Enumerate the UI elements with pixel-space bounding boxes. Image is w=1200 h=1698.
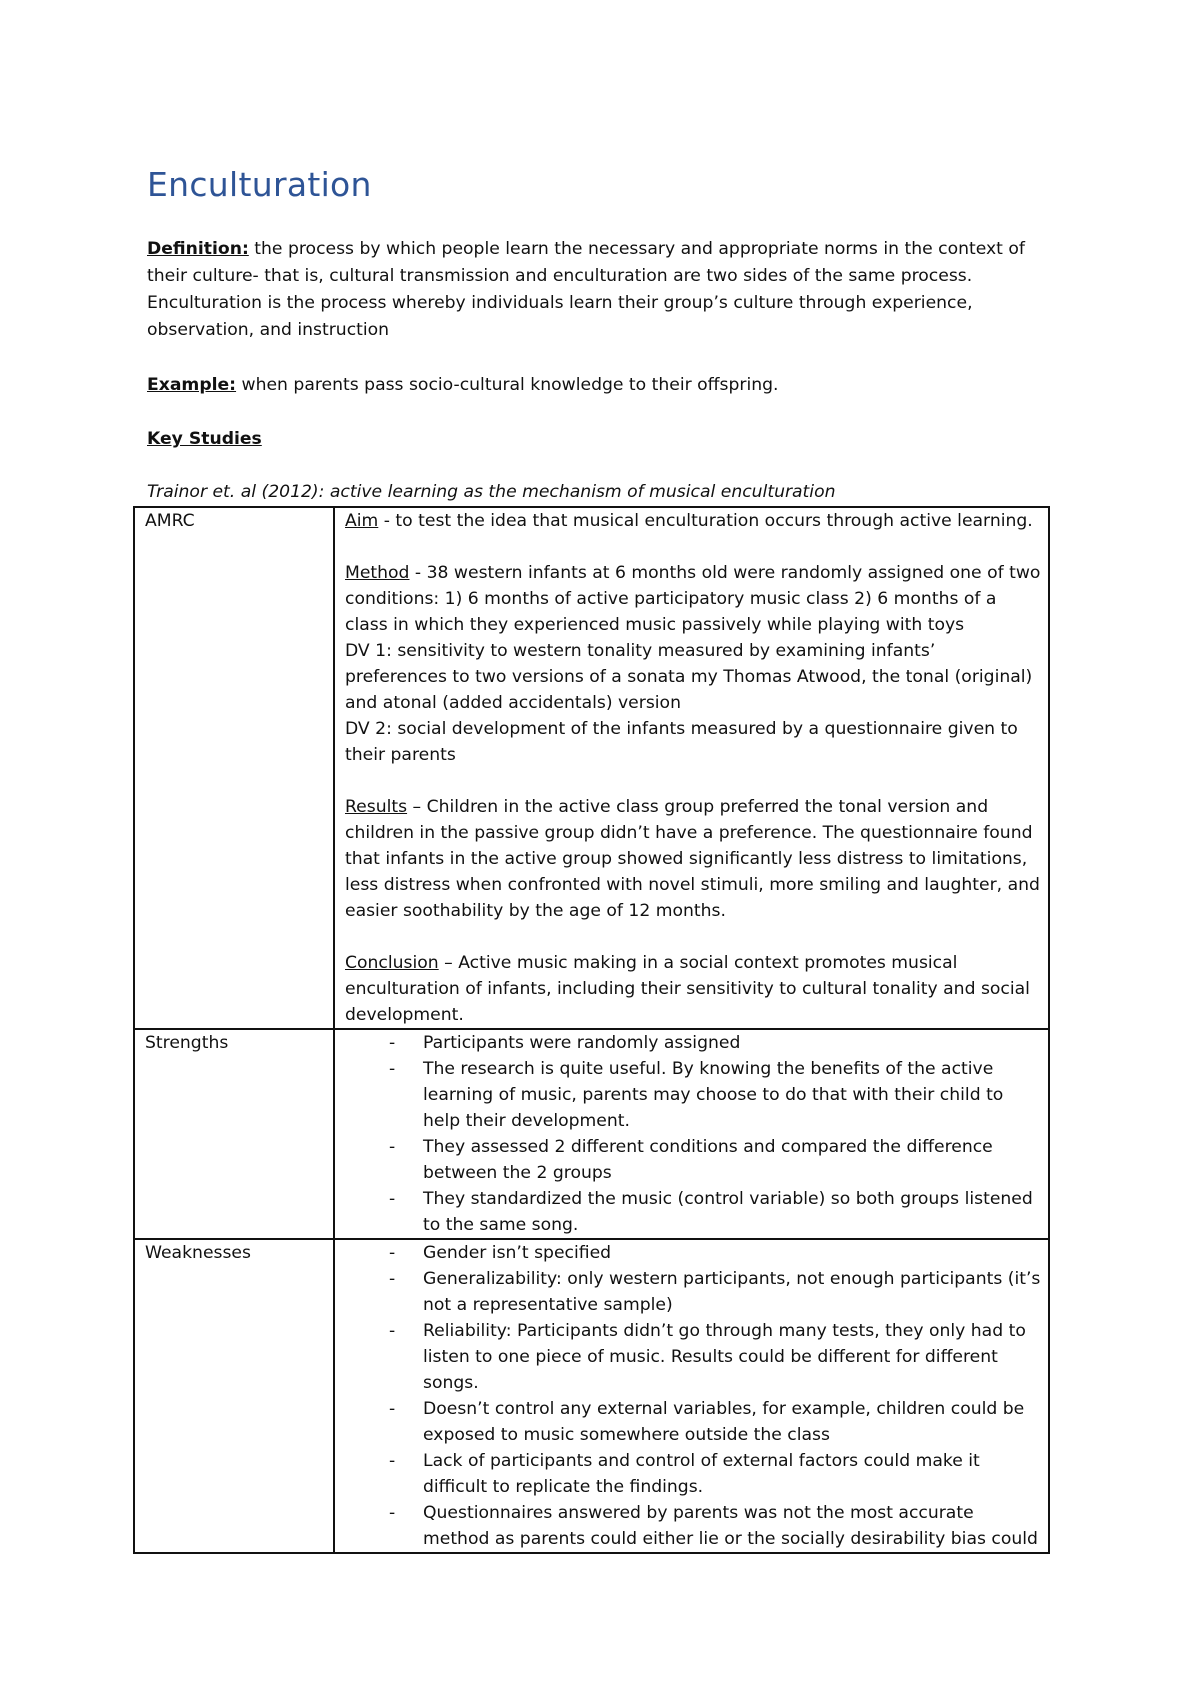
example-label: Example: bbox=[147, 375, 237, 395]
row-label-amrc: AMRC bbox=[134, 507, 334, 1029]
table-row-weaknesses bbox=[134, 1239, 1049, 1553]
example-text: when parents pass socio-cultural knowledge to their offspring. bbox=[236, 375, 779, 395]
list-item: - Questionnaires answered by parents was not the most accurate method as parents could either lie or the socially desirability bias could bbox=[423, 1500, 1042, 1552]
method-paragraph bbox=[345, 560, 1042, 638]
results-paragraph bbox=[345, 794, 1042, 924]
conclusion-paragraph bbox=[345, 950, 1042, 1028]
method-text: - 38 western infants at 6 months old were randomly assigned one of two conditions: 1) 6 months of active participatory music class 2) 6 months of a class in which they experienced music passively while playing with toys bbox=[345, 563, 1041, 635]
aim-label: Aim bbox=[345, 511, 379, 531]
list-item: - Lack of participants and control of external factors could make it difficult to replicate the findings. bbox=[423, 1448, 1042, 1500]
definition-paragraph bbox=[147, 236, 1067, 344]
list-item: - Gender isn’t specified bbox=[423, 1240, 1042, 1266]
table-row-amrc bbox=[134, 507, 1049, 1029]
strengths-content bbox=[334, 1029, 1049, 1239]
row-label-weaknesses: Weaknesses bbox=[134, 1239, 334, 1553]
definition-text: the process by which people learn the necessary and appropriate norms in the context of their culture- that is, cultural transmission and enculturation are two sides of the same process. Enculturation is the process whereby individuals learn their group’s culture through experience, observation, and instruction bbox=[147, 239, 1025, 340]
study-title: Trainor et. al (2012): active learning as the mechanism of musical enculturation bbox=[147, 482, 836, 502]
list-item: - Participants were randomly assigned bbox=[423, 1030, 1042, 1056]
dv1-paragraph: DV 1: sensitivity to western tonality measured by examining infants’ preferences to two versions of a sonata my Thomas Atwood, the tonal (original) and atonal (added accidentals) version bbox=[345, 641, 1033, 713]
list-item: - Reliability: Participants didn’t go through many tests, they only had to listen to one piece of music. Results could be different for different songs. bbox=[423, 1318, 1042, 1396]
list-item: - Generalizability: only western participants, not enough participants (it’s not a representative sample) bbox=[423, 1266, 1042, 1318]
weaknesses-list bbox=[345, 1240, 1042, 1552]
method-label: Method bbox=[345, 563, 410, 583]
list-item: - They assessed 2 different conditions and compared the difference between the 2 groups bbox=[423, 1134, 1042, 1186]
conclusion-label: Conclusion bbox=[345, 953, 439, 973]
key-studies-heading: Key Studies bbox=[147, 429, 262, 449]
dv2-paragraph: DV 2: social development of the infants measured by a questionnaire given to their parents bbox=[345, 719, 1018, 765]
amrc-content bbox=[334, 507, 1049, 1029]
list-item: - Doesn’t control any external variables, for example, children could be exposed to music somewhere outside the class bbox=[423, 1396, 1042, 1448]
study-table bbox=[133, 506, 1050, 1554]
row-label-strengths: Strengths bbox=[134, 1029, 334, 1239]
results-label: Results bbox=[345, 797, 408, 817]
example-paragraph bbox=[147, 372, 1067, 399]
table-row-strengths bbox=[134, 1029, 1049, 1239]
page-title: Enculturation bbox=[147, 165, 372, 204]
conclusion-text: – Active music making in a social context promotes musical enculturation of infants, including their sensitivity to cultural tonality and social development. bbox=[345, 953, 1030, 1025]
list-item: - They standardized the music (control variable) so both groups listened to the same song. bbox=[423, 1186, 1042, 1238]
aim-text: - to test the idea that musical enculturation occurs through active learning. bbox=[378, 511, 1033, 531]
aim-paragraph bbox=[345, 508, 1042, 534]
weaknesses-content bbox=[334, 1239, 1049, 1553]
strengths-list bbox=[345, 1030, 1042, 1238]
list-item: - The research is quite useful. By knowing the benefits of the active learning of music, parents may choose to do that with their child to help their development. bbox=[423, 1056, 1042, 1134]
definition-label: Definition: bbox=[147, 239, 249, 259]
results-text: – Children in the active class group preferred the tonal version and children in the passive group didn’t have a preference. The questionnaire found that infants in the active group showed significantly less distress to limitations, less distress when confronted with novel stimuli, more smiling and laughter, and easier soothability by the age of 12 months. bbox=[345, 797, 1040, 921]
